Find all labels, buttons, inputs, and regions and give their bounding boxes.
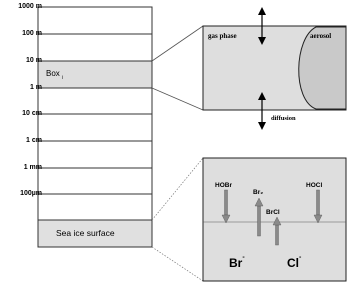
- connector-lower-bottom: [152, 247, 203, 281]
- hobr-label: HOBr: [215, 182, 232, 189]
- scale-label-1mm: 1 mm: [23, 164, 42, 171]
- diffusion-label: diffusion: [271, 115, 296, 122]
- scale-label-1000m: 1000 m: [18, 3, 42, 10]
- sea-ice-label: Sea ice surface: [56, 228, 115, 238]
- chloride-text: Cl: [287, 256, 299, 270]
- connector-lower-top: [152, 158, 203, 220]
- diffusion-arrow: [258, 92, 266, 130]
- hocl-label: HOCl: [306, 182, 323, 189]
- connector-upper-top: [152, 26, 203, 61]
- scale-label-1cm: 1 cm: [26, 137, 42, 144]
- gas-phase-label: gas phase: [208, 32, 237, 40]
- br2-label: Br₂: [253, 189, 264, 196]
- bromide-charge: -: [242, 254, 245, 261]
- connector-upper-bottom: [152, 88, 203, 110]
- layer-column: [38, 7, 152, 247]
- brcl-label: BrCl: [266, 209, 280, 216]
- box-i-text: Box: [46, 69, 60, 78]
- chloride-charge: -: [299, 254, 302, 261]
- scale-label-100um: 100µm: [20, 190, 42, 197]
- scale-label-1m: 1 m: [29, 84, 42, 91]
- scale-label-10cm: 10 cm: [22, 110, 42, 117]
- chloride-ion: [287, 256, 301, 270]
- bromide-text: Br: [229, 256, 243, 270]
- box-i-label: [46, 69, 63, 81]
- box-i-subscript: i: [61, 74, 63, 81]
- bromide-ion: [229, 256, 245, 270]
- scale-label-10m: 10 m: [26, 57, 42, 64]
- aerosol-label: aerosol: [310, 32, 332, 40]
- scale-label-100m: 100 m: [22, 30, 42, 37]
